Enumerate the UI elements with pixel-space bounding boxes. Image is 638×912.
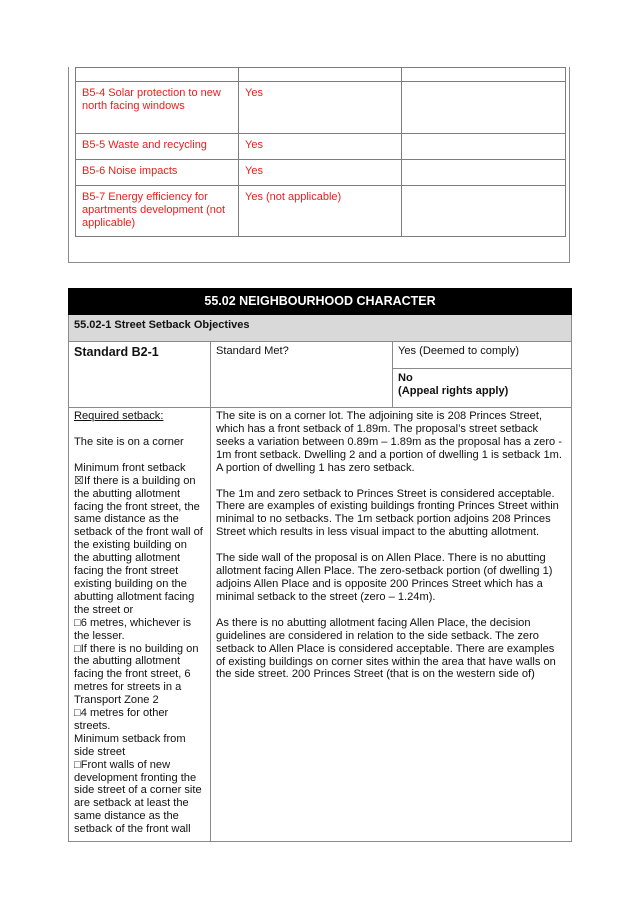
residential-standards-table (75, 67, 566, 237)
standard-cell: B5-5 Waste and recycling (76, 134, 239, 160)
neighbourhood-character-table (68, 288, 572, 842)
checkbox-item: □6 metres, whichever is the lesser. (74, 616, 192, 642)
comment-cell (402, 68, 566, 82)
section-subtitle: 55.02-1 Street Setback Objectives (69, 315, 572, 342)
standard-cell (76, 68, 239, 82)
assessment-paragraph: The 1m and zero setback to Princes Street is considered acceptable. There are examples of existing buildings fronting Princes Street within minimal to no setbacks. The 1m setback portion adjoins 208 Princes Street which results in less visual impact to the abutting allotment. (216, 487, 559, 539)
checkbox-item: □4 metres for other streets. (74, 707, 169, 732)
option-yes: Yes (Deemed to comply) (393, 342, 572, 369)
table-row (76, 160, 566, 186)
met-cell: Yes (239, 82, 402, 134)
met-cell: Yes (not applicable) (239, 186, 402, 237)
standard-met-label: Standard Met? (211, 342, 393, 408)
table-row (76, 186, 566, 237)
option-no (393, 369, 572, 408)
met-cell: Yes (239, 160, 402, 186)
option-no-line1: No (398, 372, 413, 384)
standard-cell: B5-6 Noise impacts (76, 160, 239, 186)
assessment-cell (211, 408, 572, 842)
table-row (76, 134, 566, 160)
comment-cell (402, 134, 566, 160)
min-side-setback-label: Minimum setback from side street (74, 732, 186, 758)
met-cell: Yes (239, 134, 402, 160)
comment-cell (402, 186, 566, 237)
table-row (76, 82, 566, 134)
required-setback-heading: Required setback: (74, 410, 164, 422)
min-front-setback-label: Minimum front setback (74, 461, 186, 474)
option-no-line2: (Appeal rights apply) (398, 384, 509, 397)
standard-cell: B5-7 Energy efficiency for apartments development (not applicable) (76, 186, 239, 237)
met-cell (239, 68, 402, 82)
standard-label: Standard B2-1 (69, 342, 211, 408)
checkbox-item: □If there is no building on the abutting allotment facing the front street, 6 metres for streets in a Transport Zone 2 (74, 642, 199, 707)
checkbox-item: □Front walls of new development fronting the side street of a corner site are setback at least the same distance as the setback of the front wall (74, 758, 202, 836)
comment-cell (402, 82, 566, 134)
assessment-paragraph: As there is no abutting allotment facing Allen Place, the decision guidelines are considered in relation to the side setback. The zero setback to Allen Place is considered acceptable. There are examples of existing buildings on corner sites within the area that have walls on the side street. 200 Princes Street (that is on the western side of) (216, 616, 556, 681)
corner-note: The site is on a corner (74, 435, 184, 448)
section-title: 55.02 NEIGHBOURHOOD CHARACTER (69, 289, 572, 315)
comment-cell (402, 160, 566, 186)
checkbox-item-checked: ☒If there is a building on the abutting allotment facing the front street, the same distance as the setback of the front wall of the existing building on the abutting allotment facing the front street existing building on the abutting allotment facing the street or (74, 474, 203, 616)
table-row (76, 68, 566, 82)
assessment-paragraph: The site is on a corner lot. The adjoining site is 208 Princes Street, which has a front setback of 1.89m. The proposal’s street setback seeks a variation between 0.89m – 1.89m as the proposal has a zero - 1m front setback. Dwelling 2 and a portion of dwelling 1 is setback 1m. A portion of dwelling 1 has zero setback. (216, 410, 562, 474)
required-setback-cell (69, 408, 211, 842)
assessment-paragraph: The side wall of the proposal is on Allen Place. There is no abutting allotment facing Allen Place. The zero-setback portion (of dwelling 1) adjoins Allen Place and is opposite 200 Princes Street which has a minimal setback to the street (zero – 1.24m). (216, 552, 553, 603)
standard-cell: B5-4 Solar protection to new north facing windows (76, 82, 239, 134)
